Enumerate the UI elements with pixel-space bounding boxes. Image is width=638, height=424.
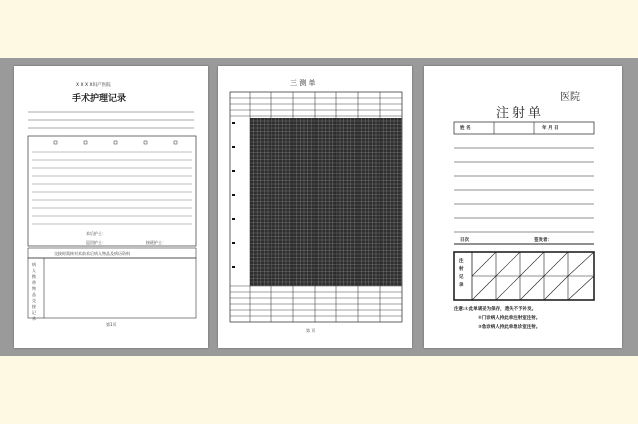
form-lines [14,66,208,348]
signer-label: 签发者： [534,238,552,243]
vital-signs-chart-form [218,66,412,348]
note-line-3: ③急诊病人持此单急诊室注射。 [478,325,541,330]
belongings-side-label: 病人携带物品交接记录 [32,262,36,321]
hospital-name: X X X X妇产医院 [76,83,111,88]
date-label: 年 月 日 [542,126,559,131]
temperature-grid [218,66,412,348]
name-label: 姓 名 [460,126,471,131]
page-number: 第1页 [106,322,117,327]
slip-title: 注射单 [496,106,545,121]
count-label: 日次 [460,238,469,243]
handover-note: 交接时需核对术前术后病人物品及病历资料 [54,251,130,256]
chart-title: 三 测 单 [290,79,316,87]
post-op-nurse-label: 术后护士： [86,231,106,236]
hospital-suffix: 医院 [560,92,580,103]
handover-nurse-label: 接班护士： [146,240,166,245]
injection-slip-form [424,66,622,348]
form-title: 手术护理记录 [72,94,127,104]
note-line-2: ②门诊病人持此单注射室注射。 [478,316,541,321]
chart-footer: 第 页 [306,328,316,333]
injection-record-label: 注射记录 [459,259,464,288]
note-line-1: 注意:①此单请妥为保存，遗失不予补发。 [454,307,537,312]
circulating-nurse-label: 巡回护士： [86,240,106,245]
surgical-nursing-record-form [14,66,208,348]
